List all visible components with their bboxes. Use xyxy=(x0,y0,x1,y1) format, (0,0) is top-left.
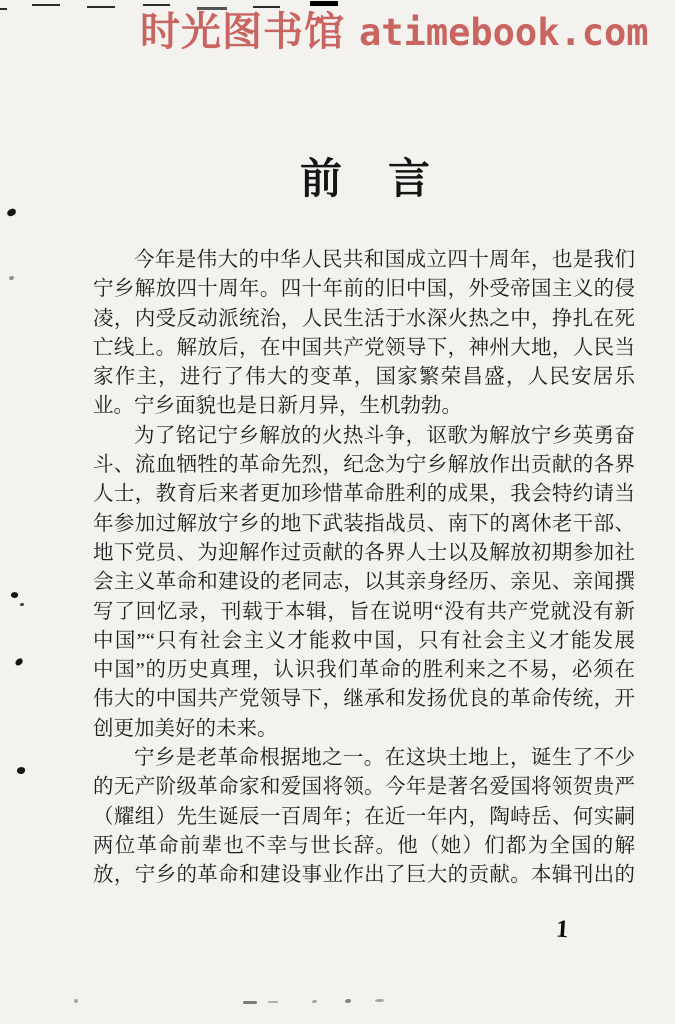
ink-speck xyxy=(312,1000,317,1003)
text-line: 中国”“只有社会主义才能救中国，只有社会主义才能发展 xyxy=(93,629,635,652)
body-text xyxy=(93,246,635,891)
text-line: 宁乡解放四十周年。四十年前的旧中国，外受帝国主义的侵 xyxy=(93,278,635,301)
watermark xyxy=(140,8,675,58)
text-line: 今年是伟大的中华人民共和国成立四十周年，也是我们 xyxy=(134,249,635,271)
watermark-site-domain: atimebook.com xyxy=(359,11,649,54)
scan-artifact-dash xyxy=(32,4,60,6)
ink-speck xyxy=(20,603,24,606)
text-line: 亡线上。解放后，在中国共产党领导下，神州大地，人民当 xyxy=(93,336,635,359)
text-line: 人士，教育后来者更加珍惜革命胜利的成果，我会特约请当 xyxy=(93,483,635,506)
ink-speck xyxy=(375,999,384,1002)
ink-speck xyxy=(243,1001,257,1004)
ink-speck xyxy=(6,208,17,217)
ink-speck xyxy=(74,999,78,1003)
text-line: 伟大的中国共产党领导下，继承和发扬优良的革命传统，开 xyxy=(93,688,635,711)
text-line: 两位革命前辈也不幸与世长辞。他（她）们都为全国的解 xyxy=(93,834,635,857)
text-line: 地下党员、为迎解作过贡献的各界人士以及解放初期参加社 xyxy=(93,541,635,564)
text-line: 创更加美好的未来。 xyxy=(93,717,278,740)
ink-speck xyxy=(16,766,25,774)
text-line: （耀组）先生诞辰一百周年；在近一年内，陶峙岳、何实嗣 xyxy=(93,805,635,828)
text-line: 家作主，进行了伟大的变革，国家繁荣昌盛，人民安居乐 xyxy=(93,366,635,389)
text-line: 为了铭记宁乡解放的火热斗争，讴歌为解放宁乡英勇奋 xyxy=(134,424,635,447)
text-line: 中国”的历史真理，认识我们革命的胜利来之不易，必须在 xyxy=(93,659,635,682)
ink-speck xyxy=(14,657,24,666)
text-line: 放，宁乡的革命和建设事业作出了巨大的贡献。本辑刊出的 xyxy=(93,864,635,887)
text-line: 斗、流血牺牲的革命先烈，纪念为宁乡解放作出贡献的各界 xyxy=(93,454,635,477)
scan-artifact-dash xyxy=(143,4,170,6)
page-title: 前 言 xyxy=(299,157,432,203)
text-line: 会主义革命和建设的老同志，以其亲身经历、亲见、亲闻撰 xyxy=(93,571,635,594)
ink-speck xyxy=(10,591,19,599)
text-line: 的无产阶级革命家和爱国将领。今年是著名爱国将领贺贵严 xyxy=(93,776,635,799)
watermark-site-name: 时光图书馆 xyxy=(140,9,345,55)
text-line: 年参加过解放宁乡的地下武装指战员、南下的离休老干部、 xyxy=(93,512,635,535)
scan-artifact-dash xyxy=(310,1,338,6)
ink-speck xyxy=(345,999,351,1003)
scan-artifact-dash xyxy=(87,6,115,8)
text-line: 写了回忆录，刊载于本辑，旨在说明“没有共产党就没有新 xyxy=(93,600,635,623)
text-line: 凌，内受反动派统治，人民生活于水深火热之中，挣扎在死 xyxy=(93,307,635,330)
ink-speck xyxy=(268,1001,278,1003)
text-line: 宁乡是老革命根据地之一。在这块土地上，诞生了不少 xyxy=(134,747,635,770)
ink-speck xyxy=(9,276,14,280)
page-number: 1 xyxy=(555,915,570,944)
text-line: 业。宁乡面貌也是日新月异，生机勃勃。 xyxy=(93,395,462,418)
scan-artifact-dash xyxy=(0,8,7,10)
